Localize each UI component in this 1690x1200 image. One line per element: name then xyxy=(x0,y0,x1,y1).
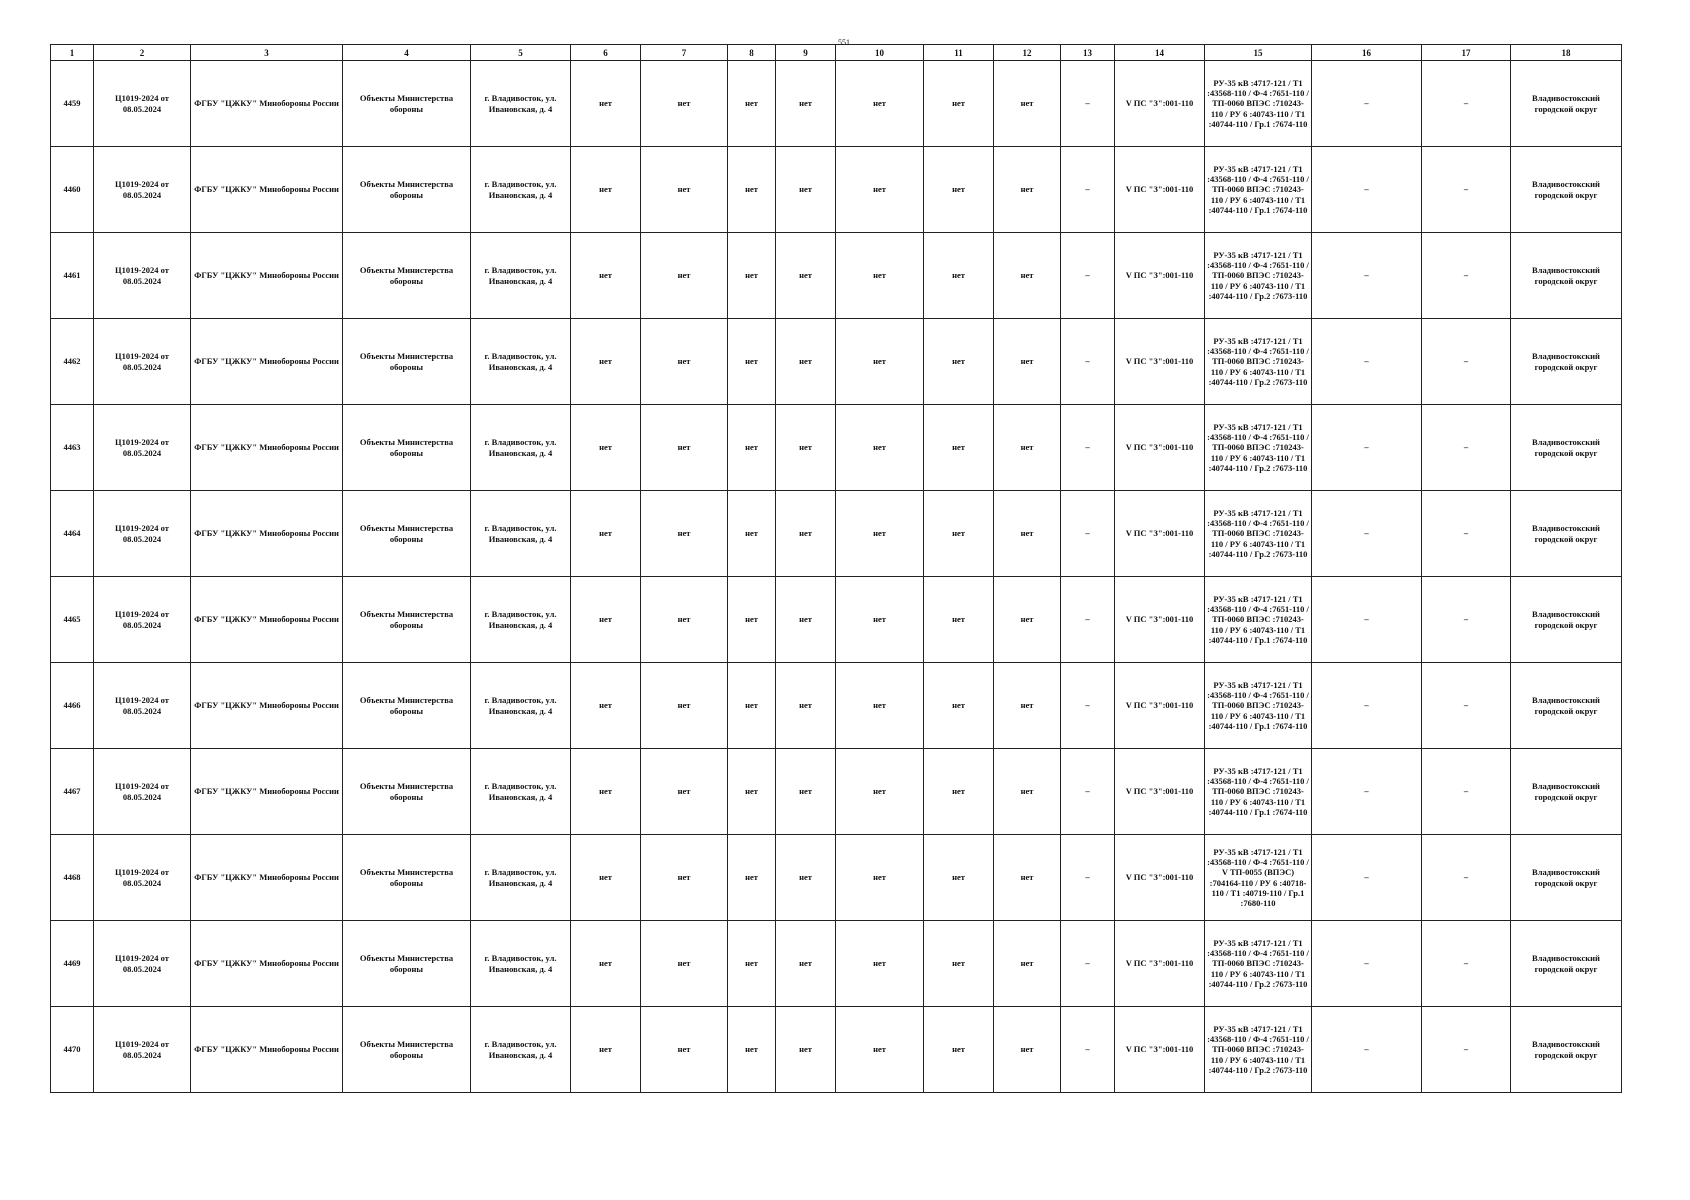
cell-13-cell: – xyxy=(1061,233,1115,319)
table-row xyxy=(51,319,1622,405)
connection-path-cell: РУ-35 кВ :4717-121 / Т1 :43568-110 / Ф-4 :7651-110 / ТП-0060 ВПЭС :710243-110 / РУ 6 :40743-110 / Т1 :40744-110 / Гр.1 :7674-110 xyxy=(1205,749,1312,835)
cell-16-cell: – xyxy=(1312,835,1422,921)
cell-6-cell: нет xyxy=(571,61,641,147)
column-header: 1 xyxy=(51,45,94,61)
cell-17-cell: – xyxy=(1422,1007,1511,1093)
cell-10-cell: нет xyxy=(836,921,924,1007)
substation-cell: V ПС "З":001-110 xyxy=(1115,749,1205,835)
cell-10-cell: нет xyxy=(836,319,924,405)
request-number-cell: Ц1019-2024 от 08.05.2024 xyxy=(94,749,191,835)
cell-9-cell: нет xyxy=(776,577,836,663)
column-header: 15 xyxy=(1205,45,1312,61)
cell-9-cell: нет xyxy=(776,749,836,835)
request-number-cell: Ц1019-2024 от 08.05.2024 xyxy=(94,319,191,405)
table-row xyxy=(51,663,1622,749)
cell-17-cell: – xyxy=(1422,61,1511,147)
cell-16-cell: – xyxy=(1312,663,1422,749)
row-number-cell: 4464 xyxy=(51,491,94,577)
connection-path-cell: РУ-35 кВ :4717-121 / Т1 :43568-110 / Ф-4 :7651-110 / ТП-0060 ВПЭС :710243-110 / РУ 6 :40743-110 / Т1 :40744-110 / Гр.1 :7674-110 xyxy=(1205,61,1312,147)
connection-path-cell: РУ-35 кВ :4717-121 / Т1 :43568-110 / Ф-4 :7651-110 / ТП-0060 ВПЭС :710243-110 / РУ 6 :40743-110 / Т1 :40744-110 / Гр.1 :7674-110 xyxy=(1205,663,1312,749)
cell-7-cell: нет xyxy=(641,921,728,1007)
applicant-cell: ФГБУ "ЦЖКУ" Минобороны России xyxy=(191,233,343,319)
municipality-cell: Владивостокский городской округ xyxy=(1511,749,1622,835)
cell-16-cell: – xyxy=(1312,61,1422,147)
table-row xyxy=(51,147,1622,233)
cell-6-cell: нет xyxy=(571,405,641,491)
object-name-cell: Объекты Министерства обороны xyxy=(343,835,471,921)
row-number-cell: 4462 xyxy=(51,319,94,405)
row-number-cell: 4468 xyxy=(51,835,94,921)
page-number: 551 xyxy=(838,38,850,47)
municipality-cell: Владивостокский городской округ xyxy=(1511,233,1622,319)
cell-6-cell: нет xyxy=(571,319,641,405)
request-number-cell: Ц1019-2024 от 08.05.2024 xyxy=(94,61,191,147)
cell-13-cell: – xyxy=(1061,491,1115,577)
cell-16-cell: – xyxy=(1312,921,1422,1007)
cell-8-cell: нет xyxy=(728,491,776,577)
request-number-cell: Ц1019-2024 от 08.05.2024 xyxy=(94,921,191,1007)
municipality-cell: Владивостокский городской округ xyxy=(1511,147,1622,233)
cell-12-cell: нет xyxy=(994,835,1061,921)
substation-cell: V ПС "З":001-110 xyxy=(1115,319,1205,405)
substation-cell: V ПС "З":001-110 xyxy=(1115,835,1205,921)
cell-13-cell: – xyxy=(1061,835,1115,921)
cell-7-cell: нет xyxy=(641,61,728,147)
row-number-cell: 4463 xyxy=(51,405,94,491)
request-number-cell: Ц1019-2024 от 08.05.2024 xyxy=(94,835,191,921)
table-row xyxy=(51,1007,1622,1093)
cell-6-cell: нет xyxy=(571,921,641,1007)
cell-16-cell: – xyxy=(1312,1007,1422,1093)
applicant-cell: ФГБУ "ЦЖКУ" Минобороны России xyxy=(191,749,343,835)
applicant-cell: ФГБУ "ЦЖКУ" Минобороны России xyxy=(191,835,343,921)
row-number-cell: 4470 xyxy=(51,1007,94,1093)
connection-path-cell: РУ-35 кВ :4717-121 / Т1 :43568-110 / Ф-4 :7651-110 / ТП-0060 ВПЭС :710243-110 / РУ 6 :40743-110 / Т1 :40744-110 / Гр.2 :7673-110 xyxy=(1205,921,1312,1007)
cell-13-cell: – xyxy=(1061,1007,1115,1093)
object-name-cell: Объекты Министерства обороны xyxy=(343,147,471,233)
cell-12-cell: нет xyxy=(994,663,1061,749)
cell-16-cell: – xyxy=(1312,577,1422,663)
applicant-cell: ФГБУ "ЦЖКУ" Минобороны России xyxy=(191,577,343,663)
cell-17-cell: – xyxy=(1422,921,1511,1007)
table-row xyxy=(51,577,1622,663)
cell-10-cell: нет xyxy=(836,405,924,491)
request-number-cell: Ц1019-2024 от 08.05.2024 xyxy=(94,577,191,663)
table-row xyxy=(51,491,1622,577)
cell-11-cell: нет xyxy=(924,1007,994,1093)
cell-10-cell: нет xyxy=(836,1007,924,1093)
cell-17-cell: – xyxy=(1422,147,1511,233)
cell-11-cell: нет xyxy=(924,233,994,319)
substation-cell: V ПС "З":001-110 xyxy=(1115,147,1205,233)
cell-7-cell: нет xyxy=(641,749,728,835)
column-header: 9 xyxy=(776,45,836,61)
column-header: 2 xyxy=(94,45,191,61)
cell-10-cell: нет xyxy=(836,663,924,749)
cell-8-cell: нет xyxy=(728,319,776,405)
object-name-cell: Объекты Министерства обороны xyxy=(343,1007,471,1093)
municipality-cell: Владивостокский городской округ xyxy=(1511,921,1622,1007)
cell-11-cell: нет xyxy=(924,749,994,835)
address-cell: г. Владивосток, ул. Ивановская, д. 4 xyxy=(471,663,571,749)
cell-11-cell: нет xyxy=(924,663,994,749)
municipality-cell: Владивостокский городской округ xyxy=(1511,663,1622,749)
cell-17-cell: – xyxy=(1422,663,1511,749)
request-number-cell: Ц1019-2024 от 08.05.2024 xyxy=(94,405,191,491)
request-number-cell: Ц1019-2024 от 08.05.2024 xyxy=(94,1007,191,1093)
row-number-cell: 4465 xyxy=(51,577,94,663)
cell-13-cell: – xyxy=(1061,405,1115,491)
connection-path-cell: РУ-35 кВ :4717-121 / Т1 :43568-110 / Ф-4 :7651-110 / ТП-0060 ВПЭС :710243-110 / РУ 6 :40743-110 / Т1 :40744-110 / Гр.2 :7673-110 xyxy=(1205,1007,1312,1093)
cell-7-cell: нет xyxy=(641,835,728,921)
cell-8-cell: нет xyxy=(728,921,776,1007)
address-cell: г. Владивосток, ул. Ивановская, д. 4 xyxy=(471,835,571,921)
applicant-cell: ФГБУ "ЦЖКУ" Минобороны России xyxy=(191,663,343,749)
cell-10-cell: нет xyxy=(836,835,924,921)
connection-path-cell: РУ-35 кВ :4717-121 / Т1 :43568-110 / Ф-4 :7651-110 / ТП-0060 ВПЭС :710243-110 / РУ 6 :40743-110 / Т1 :40744-110 / Гр.2 :7673-110 xyxy=(1205,319,1312,405)
connection-path-cell: РУ-35 кВ :4717-121 / Т1 :43568-110 / Ф-4 :7651-110 / ТП-0060 ВПЭС :710243-110 / РУ 6 :40743-110 / Т1 :40744-110 / Гр.2 :7673-110 xyxy=(1205,405,1312,491)
cell-16-cell: – xyxy=(1312,319,1422,405)
cell-16-cell: – xyxy=(1312,405,1422,491)
cell-9-cell: нет xyxy=(776,491,836,577)
cell-12-cell: нет xyxy=(994,921,1061,1007)
cell-9-cell: нет xyxy=(776,1007,836,1093)
connection-path-cell: РУ-35 кВ :4717-121 / Т1 :43568-110 / Ф-4 :7651-110 / ТП-0060 ВПЭС :710243-110 / РУ 6 :40743-110 / Т1 :40744-110 / Гр.1 :7674-110 xyxy=(1205,147,1312,233)
substation-cell: V ПС "З":001-110 xyxy=(1115,405,1205,491)
substation-cell: V ПС "З":001-110 xyxy=(1115,1007,1205,1093)
cell-11-cell: нет xyxy=(924,405,994,491)
table-row xyxy=(51,405,1622,491)
cell-11-cell: нет xyxy=(924,147,994,233)
cell-12-cell: нет xyxy=(994,233,1061,319)
cell-12-cell: нет xyxy=(994,147,1061,233)
cell-7-cell: нет xyxy=(641,147,728,233)
cell-17-cell: – xyxy=(1422,319,1511,405)
object-name-cell: Объекты Министерства обороны xyxy=(343,61,471,147)
connection-path-cell: РУ-35 кВ :4717-121 / Т1 :43568-110 / Ф-4 :7651-110 / ТП-0060 ВПЭС :710243-110 / РУ 6 :40743-110 / Т1 :40744-110 / Гр.2 :7673-110 xyxy=(1205,233,1312,319)
address-cell: г. Владивосток, ул. Ивановская, д. 4 xyxy=(471,577,571,663)
row-number-cell: 4467 xyxy=(51,749,94,835)
cell-8-cell: нет xyxy=(728,233,776,319)
column-header: 8 xyxy=(728,45,776,61)
object-name-cell: Объекты Министерства обороны xyxy=(343,921,471,1007)
cell-6-cell: нет xyxy=(571,577,641,663)
cell-12-cell: нет xyxy=(994,319,1061,405)
cell-7-cell: нет xyxy=(641,319,728,405)
applicant-cell: ФГБУ "ЦЖКУ" Минобороны России xyxy=(191,61,343,147)
cell-10-cell: нет xyxy=(836,577,924,663)
cell-10-cell: нет xyxy=(836,233,924,319)
municipality-cell: Владивостокский городской округ xyxy=(1511,491,1622,577)
cell-7-cell: нет xyxy=(641,1007,728,1093)
cell-10-cell: нет xyxy=(836,749,924,835)
applicant-cell: ФГБУ "ЦЖКУ" Минобороны России xyxy=(191,491,343,577)
applicant-cell: ФГБУ "ЦЖКУ" Минобороны России xyxy=(191,147,343,233)
cell-8-cell: нет xyxy=(728,749,776,835)
column-header: 10 xyxy=(836,45,924,61)
cell-7-cell: нет xyxy=(641,663,728,749)
applicant-cell: ФГБУ "ЦЖКУ" Минобороны России xyxy=(191,1007,343,1093)
row-number-cell: 4460 xyxy=(51,147,94,233)
cell-17-cell: – xyxy=(1422,749,1511,835)
cell-7-cell: нет xyxy=(641,577,728,663)
cell-7-cell: нет xyxy=(641,233,728,319)
cell-9-cell: нет xyxy=(776,147,836,233)
column-header: 6 xyxy=(571,45,641,61)
request-number-cell: Ц1019-2024 от 08.05.2024 xyxy=(94,663,191,749)
column-header: 12 xyxy=(994,45,1061,61)
cell-17-cell: – xyxy=(1422,405,1511,491)
object-name-cell: Объекты Министерства обороны xyxy=(343,491,471,577)
row-number-cell: 4466 xyxy=(51,663,94,749)
cell-16-cell: – xyxy=(1312,749,1422,835)
cell-9-cell: нет xyxy=(776,835,836,921)
cell-13-cell: – xyxy=(1061,577,1115,663)
cell-6-cell: нет xyxy=(571,749,641,835)
cell-17-cell: – xyxy=(1422,577,1511,663)
object-name-cell: Объекты Министерства обороны xyxy=(343,405,471,491)
cell-7-cell: нет xyxy=(641,491,728,577)
cell-13-cell: – xyxy=(1061,749,1115,835)
address-cell: г. Владивосток, ул. Ивановская, д. 4 xyxy=(471,319,571,405)
applicant-cell: ФГБУ "ЦЖКУ" Минобороны России xyxy=(191,319,343,405)
address-cell: г. Владивосток, ул. Ивановская, д. 4 xyxy=(471,61,571,147)
cell-8-cell: нет xyxy=(728,663,776,749)
cell-11-cell: нет xyxy=(924,491,994,577)
municipality-cell: Владивостокский городской округ xyxy=(1511,319,1622,405)
column-header: 18 xyxy=(1511,45,1622,61)
cell-8-cell: нет xyxy=(728,1007,776,1093)
column-header: 4 xyxy=(343,45,471,61)
cell-9-cell: нет xyxy=(776,233,836,319)
cell-16-cell: – xyxy=(1312,491,1422,577)
address-cell: г. Владивосток, ул. Ивановская, д. 4 xyxy=(471,921,571,1007)
cell-11-cell: нет xyxy=(924,577,994,663)
table-row xyxy=(51,835,1622,921)
cell-10-cell: нет xyxy=(836,61,924,147)
table-body xyxy=(51,61,1622,1093)
municipality-cell: Владивостокский городской округ xyxy=(1511,577,1622,663)
cell-17-cell: – xyxy=(1422,233,1511,319)
object-name-cell: Объекты Министерства обороны xyxy=(343,233,471,319)
request-number-cell: Ц1019-2024 от 08.05.2024 xyxy=(94,147,191,233)
substation-cell: V ПС "З":001-110 xyxy=(1115,491,1205,577)
request-number-cell: Ц1019-2024 от 08.05.2024 xyxy=(94,491,191,577)
cell-9-cell: нет xyxy=(776,319,836,405)
cell-13-cell: – xyxy=(1061,663,1115,749)
municipality-cell: Владивостокский городской округ xyxy=(1511,1007,1622,1093)
cell-8-cell: нет xyxy=(728,61,776,147)
cell-6-cell: нет xyxy=(571,233,641,319)
table-row xyxy=(51,749,1622,835)
cell-9-cell: нет xyxy=(776,663,836,749)
address-cell: г. Владивосток, ул. Ивановская, д. 4 xyxy=(471,147,571,233)
applicant-cell: ФГБУ "ЦЖКУ" Минобороны России xyxy=(191,405,343,491)
cell-8-cell: нет xyxy=(728,835,776,921)
cell-17-cell: – xyxy=(1422,491,1511,577)
substation-cell: V ПС "З":001-110 xyxy=(1115,921,1205,1007)
connection-path-cell: РУ-35 кВ :4717-121 / Т1 :43568-110 / Ф-4 :7651-110 / ТП-0060 ВПЭС :710243-110 / РУ 6 :40743-110 / Т1 :40744-110 / Гр.1 :7674-110 xyxy=(1205,577,1312,663)
cell-11-cell: нет xyxy=(924,61,994,147)
cell-9-cell: нет xyxy=(776,61,836,147)
row-number-cell: 4459 xyxy=(51,61,94,147)
cell-12-cell: нет xyxy=(994,61,1061,147)
cell-12-cell: нет xyxy=(994,491,1061,577)
object-name-cell: Объекты Министерства обороны xyxy=(343,577,471,663)
municipality-cell: Владивостокский городской округ xyxy=(1511,405,1622,491)
column-header: 16 xyxy=(1312,45,1422,61)
municipality-cell: Владивостокский городской округ xyxy=(1511,61,1622,147)
address-cell: г. Владивосток, ул. Ивановская, д. 4 xyxy=(471,749,571,835)
cell-16-cell: – xyxy=(1312,233,1422,319)
column-header: 3 xyxy=(191,45,343,61)
cell-17-cell: – xyxy=(1422,835,1511,921)
address-cell: г. Владивосток, ул. Ивановская, д. 4 xyxy=(471,405,571,491)
municipality-cell: Владивостокский городской округ xyxy=(1511,835,1622,921)
cell-9-cell: нет xyxy=(776,405,836,491)
connection-path-cell: РУ-35 кВ :4717-121 / Т1 :43568-110 / Ф-4 :7651-110 / ТП-0060 ВПЭС :710243-110 / РУ 6 :40743-110 / Т1 :40744-110 / Гр.2 :7673-110 xyxy=(1205,491,1312,577)
address-cell: г. Владивосток, ул. Ивановская, д. 4 xyxy=(471,491,571,577)
cell-6-cell: нет xyxy=(571,663,641,749)
cell-11-cell: нет xyxy=(924,921,994,1007)
cell-12-cell: нет xyxy=(994,1007,1061,1093)
cell-6-cell: нет xyxy=(571,147,641,233)
column-header: 7 xyxy=(641,45,728,61)
cell-12-cell: нет xyxy=(994,577,1061,663)
connection-path-cell: РУ-35 кВ :4717-121 / Т1 :43568-110 / Ф-4 :7651-110 / V ТП-0055 (ВПЭС) :704164-110 / РУ 6 :40718-110 / Т1 :40719-110 / Гр.1 :7680-110 xyxy=(1205,835,1312,921)
object-name-cell: Объекты Министерства обороны xyxy=(343,749,471,835)
substation-cell: V ПС "З":001-110 xyxy=(1115,577,1205,663)
column-header: 14 xyxy=(1115,45,1205,61)
table-row xyxy=(51,61,1622,147)
cell-8-cell: нет xyxy=(728,405,776,491)
table-row xyxy=(51,233,1622,319)
column-header: 13 xyxy=(1061,45,1115,61)
cell-9-cell: нет xyxy=(776,921,836,1007)
cell-10-cell: нет xyxy=(836,147,924,233)
table-row xyxy=(51,921,1622,1007)
row-number-cell: 4469 xyxy=(51,921,94,1007)
substation-cell: V ПС "З":001-110 xyxy=(1115,663,1205,749)
cell-11-cell: нет xyxy=(924,835,994,921)
row-number-cell: 4461 xyxy=(51,233,94,319)
request-number-cell: Ц1019-2024 от 08.05.2024 xyxy=(94,233,191,319)
cell-12-cell: нет xyxy=(994,749,1061,835)
header-row xyxy=(51,45,1622,61)
object-name-cell: Объекты Министерства обороны xyxy=(343,319,471,405)
cell-6-cell: нет xyxy=(571,1007,641,1093)
cell-13-cell: – xyxy=(1061,147,1115,233)
cell-8-cell: нет xyxy=(728,577,776,663)
cell-12-cell: нет xyxy=(994,405,1061,491)
cell-6-cell: нет xyxy=(571,835,641,921)
cell-11-cell: нет xyxy=(924,319,994,405)
cell-16-cell: – xyxy=(1312,147,1422,233)
cell-13-cell: – xyxy=(1061,61,1115,147)
registry-table xyxy=(50,44,1622,1093)
cell-8-cell: нет xyxy=(728,147,776,233)
cell-13-cell: – xyxy=(1061,921,1115,1007)
cell-10-cell: нет xyxy=(836,491,924,577)
column-header: 5 xyxy=(471,45,571,61)
column-header: 17 xyxy=(1422,45,1511,61)
substation-cell: V ПС "З":001-110 xyxy=(1115,61,1205,147)
substation-cell: V ПС "З":001-110 xyxy=(1115,233,1205,319)
object-name-cell: Объекты Министерства обороны xyxy=(343,663,471,749)
cell-6-cell: нет xyxy=(571,491,641,577)
column-header: 11 xyxy=(924,45,994,61)
cell-7-cell: нет xyxy=(641,405,728,491)
applicant-cell: ФГБУ "ЦЖКУ" Минобороны России xyxy=(191,921,343,1007)
address-cell: г. Владивосток, ул. Ивановская, д. 4 xyxy=(471,233,571,319)
cell-13-cell: – xyxy=(1061,319,1115,405)
address-cell: г. Владивосток, ул. Ивановская, д. 4 xyxy=(471,1007,571,1093)
